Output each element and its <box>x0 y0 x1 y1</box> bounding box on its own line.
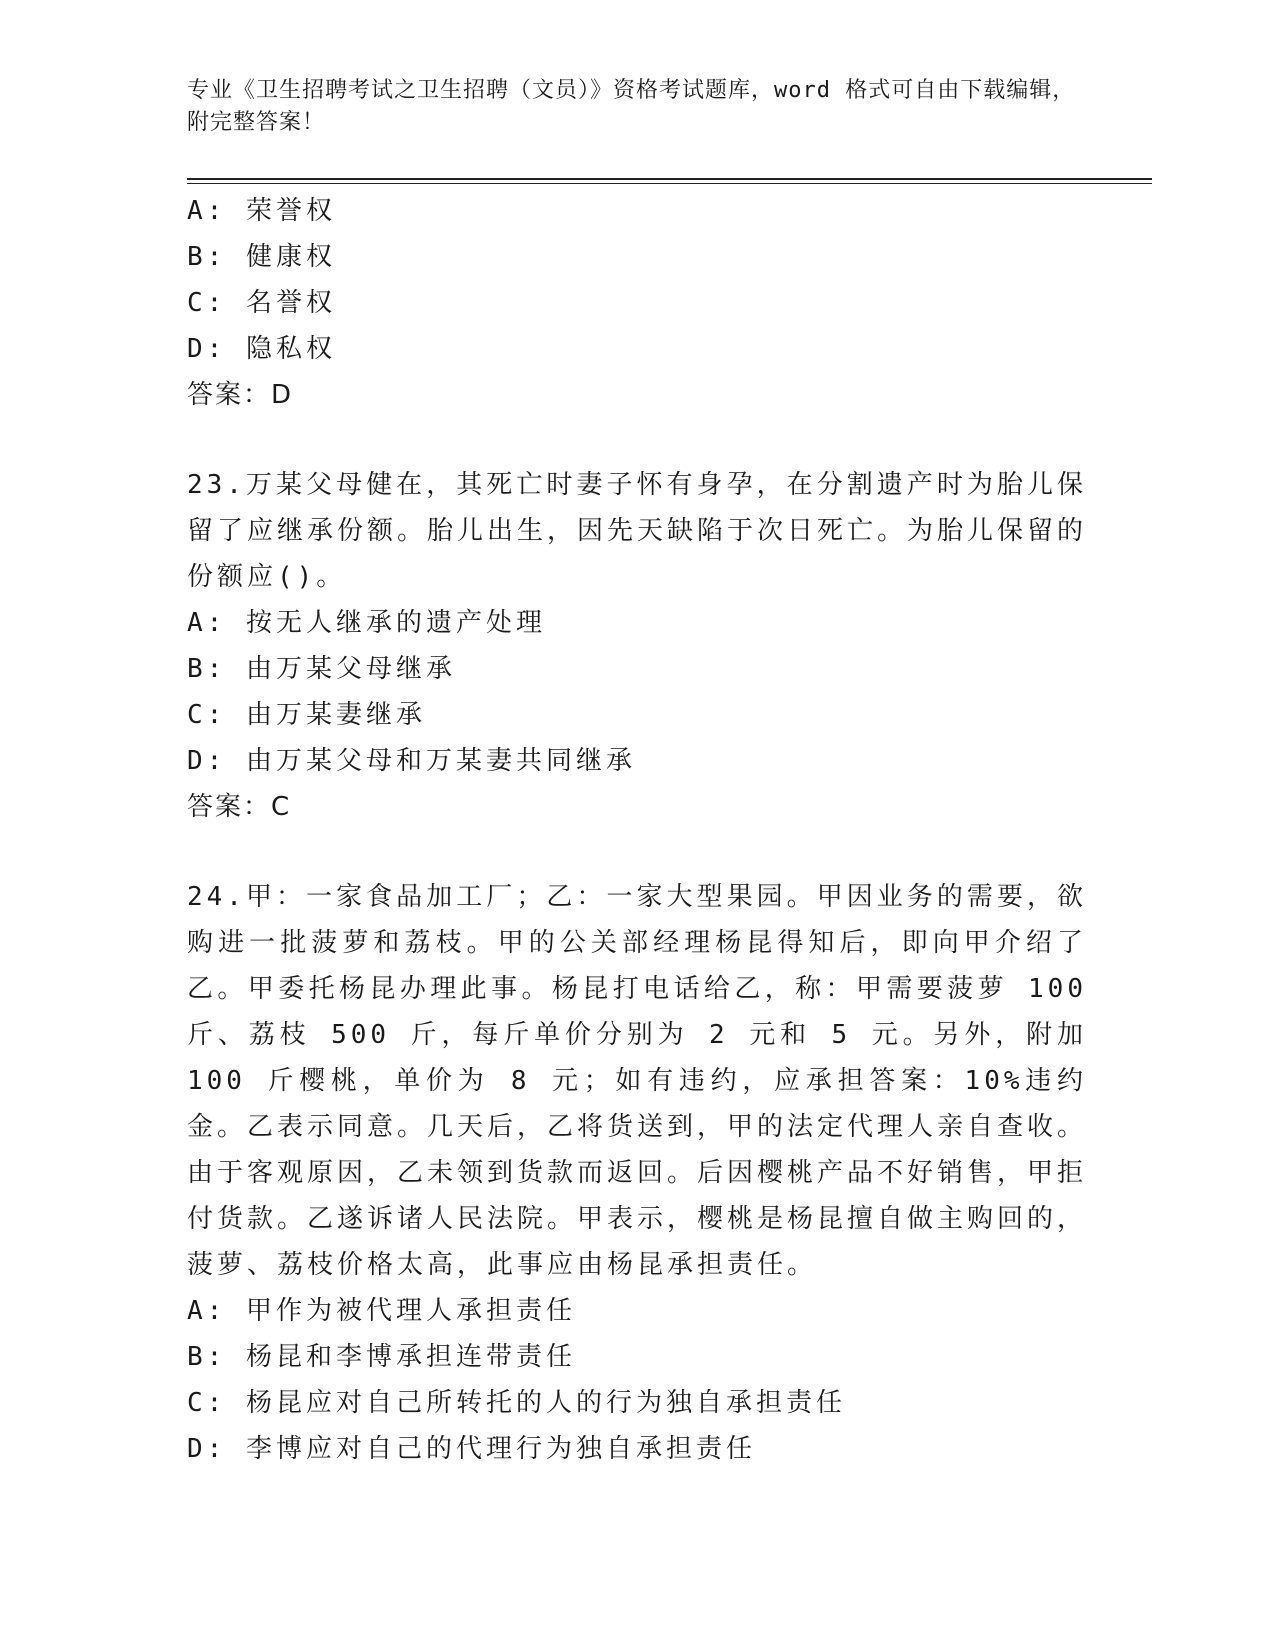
option-d: D: 李博应对自己的代理行为独自承担责任 <box>187 1434 756 1464</box>
option-a: A: 按无人继承的遗产处理 <box>187 608 546 638</box>
option-a: A: 甲作为被代理人承担责任 <box>187 1296 576 1326</box>
option-c: C: 杨昆应对自己所转托的人的行为独自承担责任 <box>187 1388 846 1418</box>
option-c: C: 由万某妻继承 <box>187 700 426 730</box>
option-b: B: 健康权 <box>187 242 336 272</box>
option-d: D: 隐私权 <box>187 334 336 364</box>
question-23 <box>187 462 1087 830</box>
option-a: A: 荣誉权 <box>187 196 336 226</box>
header-rule-thin <box>187 183 1152 184</box>
option-c: C: 名誉权 <box>187 288 336 318</box>
question-24 <box>187 874 1087 1472</box>
document-body <box>187 188 1087 1472</box>
answer-line: 答案：C <box>187 792 292 822</box>
question-stem: 24.甲：一家食品加工厂；乙：一家大型果园。甲因业务的需要，欲购进一批菠萝和荔枝。甲的公关部经理杨昆得知后，即向甲介绍了乙。甲委托杨昆办理此事。杨昆打电话给乙，称：甲需要菠萝 100 斤、荔枝 500 斤，每斤单价分别为 2 元和 5 元。另外，附加 100 斤樱桃，单价为 8 元；如有违约，应承担答案：10%违约金。乙表示同意。几天后，乙将货送到，甲的法定代理人亲自查收。由于客观原因，乙未领到货款而返回。后因樱桃产品不好销售，甲拒付货款。乙遂诉诸人民法院。甲表示，樱桃是杨昆擅自做主购回的，菠萝、荔枝价格太高，此事应由杨昆承担责任。 <box>187 882 1088 1280</box>
option-b: B: 杨昆和李博承担连带责任 <box>187 1342 576 1372</box>
option-d: D: 由万某父母和万某妻共同继承 <box>187 746 636 776</box>
option-b: B: 由万某父母继承 <box>187 654 456 684</box>
header-rule-thick <box>187 178 1152 180</box>
answer-line: 答案：D <box>187 380 294 410</box>
question-stem: 23.万某父母健在，其死亡时妻子怀有身孕，在分割遗产时为胎儿保留了应继承份额。胎儿出生，因先天缺陷于次日死亡。为胎儿保留的份额应()。 <box>187 470 1088 592</box>
question-22 <box>187 188 1087 418</box>
document-header: 专业《卫生招聘考试之卫生招聘（文员）》资格考试题库，word 格式可自由下载编辑，附完整答案！ <box>187 78 1076 135</box>
